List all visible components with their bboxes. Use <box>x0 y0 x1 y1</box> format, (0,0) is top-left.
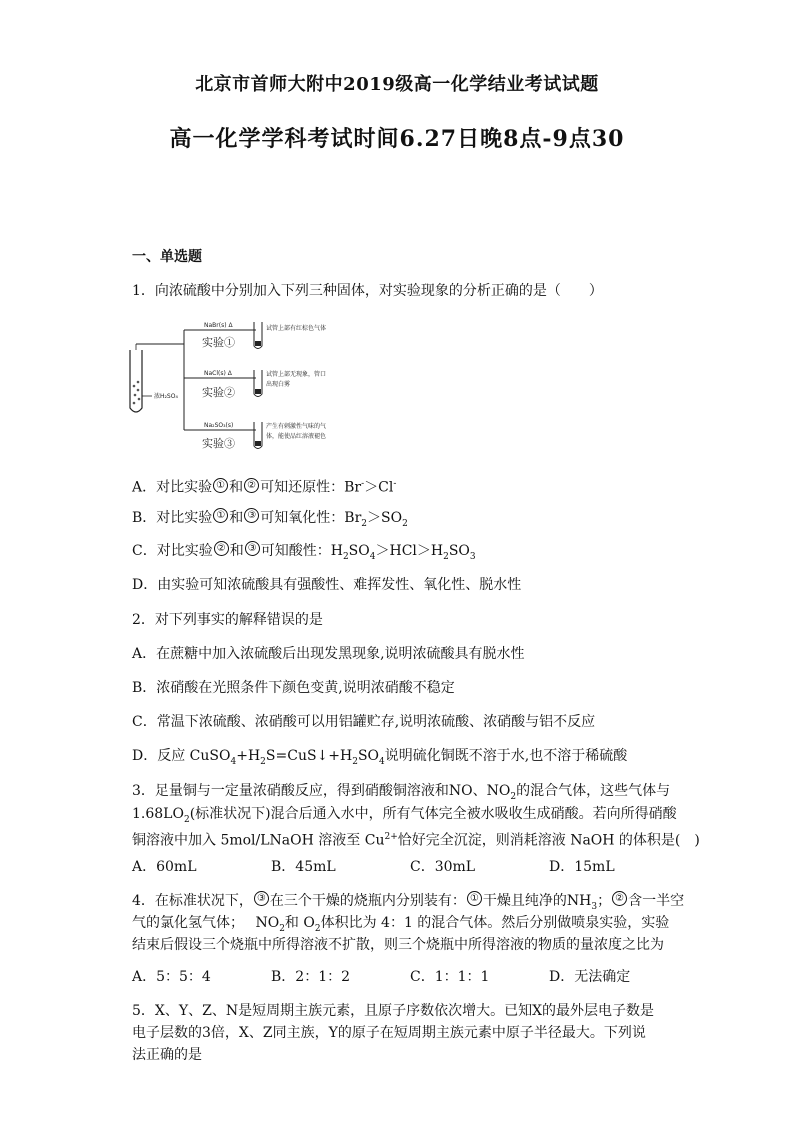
q1-option-d: D．由实验可知浓硫酸具有强酸性、难挥发性、氧化性、脱水性 <box>132 577 522 593</box>
q5-stem-line3: 法正确的是 <box>132 1047 202 1063</box>
q3-option-d: D．15mL <box>549 859 615 875</box>
q2-stem: 2．对下列事实的解释错误的是 <box>132 612 323 628</box>
q1-option-b: B．对比实验 ① 和 ③ 可知氧化性：$Br_2>SO_2$ <box>132 510 408 529</box>
q3-option-b: B．45mL <box>271 859 336 875</box>
q1-option-c: C．对比实验 ② 和 ③ 可知酸性：$H_2SO_4>HCl>H_2SO_3$ <box>132 543 476 562</box>
exp-1-label: 实验① <box>202 336 235 349</box>
section-heading: 一、单选题 <box>132 249 202 265</box>
q3-stem-line1: 3．足量铜与一定量浓硝酸反应，得到硝酸铜溶液和NO、$NO_2$的混合气体，这些气体与 <box>132 783 671 802</box>
q3-options <box>132 856 688 876</box>
q1-option-a: A．对比实验 ① 和 ② 可知还原性：Br-＞Cl- <box>132 479 397 496</box>
q1-experiment-diagram <box>126 316 366 456</box>
obs-2a: 试管上部无现象，管口 <box>266 371 327 378</box>
acid-bubbles <box>133 381 141 405</box>
q4-stem-line1: 4．在标准状况下， ③ 在三个干燥的烧瓶内分别装有： ① 干燥且纯净的$NH_3$； ② 含一半空 <box>132 893 685 912</box>
reagent-nabr: NaBr(s) Δ <box>204 322 233 329</box>
q1-stem: 1．向浓硫酸中分别加入下列三种固体，对实验现象的分析正确的是（ ） <box>132 283 603 299</box>
exp-3-label: 实验③ <box>202 437 235 450</box>
obs-3a: 产生有刺激性气味的气 <box>266 423 327 430</box>
q2-option-d: D．反应 $CuSO_4+H_2S=CuS↓+H_2SO_4$说明硫化铜既不溶于水,也不溶于稀硫酸 <box>132 748 628 767</box>
q4-option-b: B．2：1：2 <box>271 969 351 985</box>
obs-3b: 体，能使品红溶液褪色 <box>266 433 327 440</box>
q5-stem-line1: 5．X、Y、Z、N是短周期主族元素，且原子序数依次增大。已知X的最外层电子数是 <box>132 1003 655 1019</box>
reagent-nacl: NaCl(s) Δ <box>204 370 232 377</box>
q2-option-c: C．常温下浓硫酸、浓硝酸可以用铝罐贮存,说明浓硫酸、浓硝酸与铝不反应 <box>132 714 596 730</box>
q4-options <box>132 966 688 986</box>
acid-label: 浓H₂SO₄ <box>154 393 178 400</box>
q4-option-a: A．5：5：4 <box>132 969 211 985</box>
q4-stem-line3: 结束后假设三个烧瓶中所得溶液不扩散，则三个烧瓶中所得溶液的物质的量浓度之比为 <box>132 937 664 953</box>
q5-stem-line2: 电子层数的3倍，X、Z同主族，Y的原子在短周期主族元素中原子半径最大。下列说 <box>132 1025 646 1041</box>
obs-1: 试管上部有红棕色气体 <box>266 325 327 332</box>
exam-title: 北京市首师大附中2019级高一化学结业考试试题 <box>195 74 599 95</box>
exp-2-label: 实验② <box>202 386 235 399</box>
q3-option-a: A．60mL <box>132 859 197 875</box>
q4-option-d: D．无法确定 <box>549 969 631 985</box>
q2-option-b: B．浓硝酸在光照条件下颜色变黄,说明浓硝酸不稳定 <box>132 680 455 696</box>
reagent-na2so3: Na₂SO₃(s) <box>204 422 234 429</box>
q3-stem-line3: 铜溶液中加入 5mol/LNaOH 溶液至 $Cu^{2+}$恰好完全沉淀，则消耗溶液 NaOH 的体积是( ) <box>132 832 700 849</box>
q3-stem-line2: $1.68LO_2$(标准状况下)混合后通入水中，所有气体完全被水吸收生成硝酸。若向所得硝酸 <box>132 806 677 825</box>
q4-stem-line2: 气的氯化氢气体； $NO_2$和 $O_2$体积比为 4：1 的混合气体。然后分别做喷泉实验，实验 <box>132 915 670 934</box>
obs-2b: 出现白雾 <box>266 381 291 388</box>
q4-option-c: C．1：1：1 <box>410 969 490 985</box>
q3-option-c: C．30mL <box>410 859 476 875</box>
exam-subtitle: 高一化学学科考试时间6.27日晚8点-9点30 <box>169 126 625 152</box>
acid-test-tube <box>130 350 142 412</box>
q2-option-a: A．在蔗糖中加入浓硫酸后出现发黑现象,说明浓硫酸具有脱水性 <box>132 646 525 662</box>
